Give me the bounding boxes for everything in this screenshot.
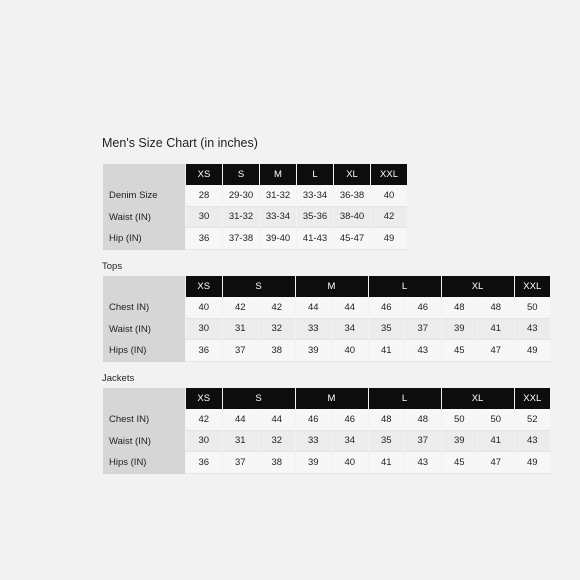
table-row	[103, 228, 407, 250]
table-cell: 35	[369, 431, 405, 453]
row-label: Hips (IN)	[103, 452, 185, 474]
section-label-jackets: Jackets	[102, 373, 135, 384]
table-cell: 37	[405, 319, 441, 341]
table-cell: 40	[332, 452, 368, 474]
table-cell: 38	[259, 340, 295, 362]
table-cell: 33	[296, 319, 332, 341]
table-cell: 44	[223, 409, 259, 431]
size-header-xl: XL	[442, 276, 514, 297]
header-row	[103, 388, 550, 409]
table-row	[103, 340, 550, 362]
table-cell: 32	[259, 319, 295, 341]
header-row	[103, 164, 407, 185]
header-corner	[103, 164, 185, 185]
row-label: Hips (IN)	[103, 340, 185, 362]
size-header-s: S	[223, 276, 295, 297]
table-cell: 47	[478, 452, 514, 474]
row-label: Waist (IN)	[103, 319, 185, 341]
table-cell: 36	[186, 340, 222, 362]
table-cell: 45-47	[334, 228, 370, 250]
table-cell: 36	[186, 228, 222, 250]
size-header-xxl: XXL	[515, 388, 551, 409]
table-cell: 42	[186, 409, 222, 431]
table-cell: 39	[442, 431, 478, 453]
size-header-l: L	[369, 388, 441, 409]
size-header-xs: XS	[186, 164, 222, 185]
table-cell: 43	[515, 431, 551, 453]
table-row	[103, 185, 407, 207]
size-header-xs: XS	[186, 388, 222, 409]
table-cell: 34	[332, 319, 368, 341]
table-cell: 31	[223, 319, 259, 341]
table-cell: 42	[223, 297, 259, 319]
size-header-xs: XS	[186, 276, 222, 297]
tops-size-table	[102, 276, 551, 362]
table-cell: 43	[405, 340, 441, 362]
table-cell: 30	[186, 207, 222, 229]
table-cell: 37	[223, 452, 259, 474]
table-cell: 40	[332, 340, 368, 362]
table-cell: 28	[186, 185, 222, 207]
table-cell: 49	[515, 340, 551, 362]
jackets-size-table	[102, 388, 551, 474]
table-cell: 49	[371, 228, 407, 250]
size-header-xl: XL	[334, 164, 370, 185]
header-corner	[103, 388, 185, 409]
table-cell: 35	[369, 319, 405, 341]
section-label-tops: Tops	[102, 261, 123, 272]
table-cell: 39	[296, 340, 332, 362]
table-cell: 38	[259, 452, 295, 474]
table-cell: 38-40	[334, 207, 370, 229]
row-label: Chest IN)	[103, 297, 185, 319]
header-corner	[103, 276, 185, 297]
table-cell: 32	[259, 431, 295, 453]
table-cell: 31-32	[260, 185, 296, 207]
table-cell: 30	[186, 431, 222, 453]
table-row	[103, 431, 550, 453]
table-cell: 36-38	[334, 185, 370, 207]
header-row	[103, 276, 550, 297]
row-label: Waist (IN)	[103, 431, 185, 453]
table-cell: 40	[371, 185, 407, 207]
table-cell: 52	[515, 409, 551, 431]
size-header-xxl: XXL	[371, 164, 407, 185]
table-cell: 31	[223, 431, 259, 453]
row-label: Chest IN)	[103, 409, 185, 431]
table-row	[103, 319, 550, 341]
table-cell: 33	[296, 431, 332, 453]
size-header-xl: XL	[442, 388, 514, 409]
table-cell: 41	[369, 340, 405, 362]
table-cell: 46	[332, 409, 368, 431]
table-cell: 45	[442, 452, 478, 474]
size-header-m: M	[296, 276, 368, 297]
table-cell: 41	[369, 452, 405, 474]
table-cell: 46	[369, 297, 405, 319]
table-cell: 39	[442, 319, 478, 341]
denim-size-table	[102, 164, 408, 250]
table-cell: 47	[478, 340, 514, 362]
size-header-xxl: XXL	[515, 276, 551, 297]
table-cell: 43	[515, 319, 551, 341]
table-cell: 48	[442, 297, 478, 319]
table-cell: 30	[186, 319, 222, 341]
row-label: Denim Size	[103, 185, 185, 207]
table-cell: 41	[478, 319, 514, 341]
table-cell: 31-32	[223, 207, 259, 229]
size-header-m: M	[296, 388, 368, 409]
table-cell: 40	[186, 297, 222, 319]
table-cell: 44	[259, 409, 295, 431]
row-label: Hip (IN)	[103, 228, 185, 250]
size-header-m: M	[260, 164, 296, 185]
table-cell: 36	[186, 452, 222, 474]
table-cell: 50	[515, 297, 551, 319]
table-cell: 33-34	[297, 185, 333, 207]
size-header-s: S	[223, 164, 259, 185]
table-cell: 37	[405, 431, 441, 453]
table-row	[103, 452, 550, 474]
table-cell: 50	[442, 409, 478, 431]
table-row	[103, 409, 550, 431]
row-label: Waist (IN)	[103, 207, 185, 229]
table-cell: 46	[405, 297, 441, 319]
table-cell: 48	[369, 409, 405, 431]
table-cell: 29-30	[223, 185, 259, 207]
table-cell: 37-38	[223, 228, 259, 250]
table-cell: 43	[405, 452, 441, 474]
table-row	[103, 207, 407, 229]
table-cell: 39-40	[260, 228, 296, 250]
table-cell: 42	[259, 297, 295, 319]
size-header-s: S	[223, 388, 295, 409]
size-header-l: L	[369, 276, 441, 297]
table-cell: 41-43	[297, 228, 333, 250]
table-cell: 50	[478, 409, 514, 431]
table-cell: 48	[405, 409, 441, 431]
table-row	[103, 297, 550, 319]
table-cell: 41	[478, 431, 514, 453]
table-cell: 48	[478, 297, 514, 319]
table-cell: 44	[296, 297, 332, 319]
table-cell: 42	[371, 207, 407, 229]
table-cell: 34	[332, 431, 368, 453]
table-cell: 37	[223, 340, 259, 362]
table-cell: 44	[332, 297, 368, 319]
table-cell: 39	[296, 452, 332, 474]
table-cell: 46	[296, 409, 332, 431]
table-cell: 33-34	[260, 207, 296, 229]
table-cell: 45	[442, 340, 478, 362]
size-header-l: L	[297, 164, 333, 185]
table-cell: 49	[515, 452, 551, 474]
table-cell: 35-36	[297, 207, 333, 229]
size-chart-title: Men's Size Chart (in inches)	[102, 136, 258, 150]
